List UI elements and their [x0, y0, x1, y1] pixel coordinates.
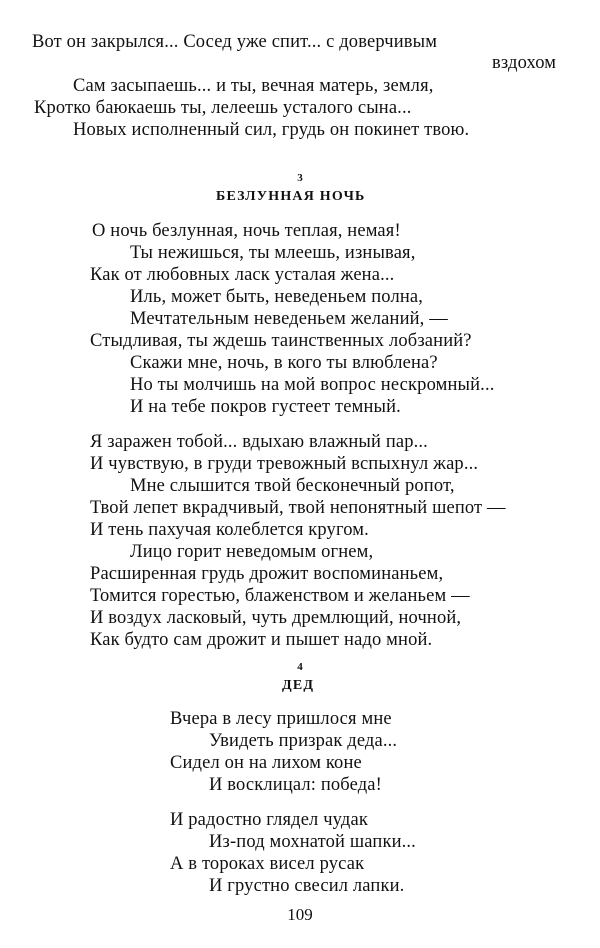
verse-line: Сам засыпаешь... и ты, вечная матерь, земля, [73, 76, 434, 96]
verse-line: Лицо горит неведомым огнем, [130, 542, 374, 562]
verse-line: Сидел он на лихом коне [170, 753, 362, 773]
verse-line: И радостно глядел чудак [170, 810, 368, 830]
verse-line: О ночь безлунная, ночь теплая, немая! [92, 221, 401, 241]
verse-line: Новых исполненный сил, грудь он покинет твою. [73, 120, 470, 140]
verse-line: Твой лепет вкрадчивый, твой непонятный шепот — [90, 498, 506, 518]
verse-line: Расширенная грудь дрожит воспоминаньем, [90, 564, 444, 584]
verse-line: Иль, может быть, неведеньем полна, [130, 287, 424, 307]
verse-line: Как будто сам дрожит и пышет надо мной. [90, 630, 433, 650]
verse-line: Ты нежишься, ты млеешь, изнывая, [130, 243, 416, 263]
poem-number: 4 [297, 661, 303, 673]
verse-line: Мне слышится твой бесконечный ропот, [130, 476, 455, 496]
verse-line: Скажи мне, ночь, в кого ты влюблена? [130, 353, 438, 373]
verse-line: И воздух ласковый, чуть дремлющий, ночной, [90, 608, 462, 628]
verse-line: Как от любовных ласк усталая жена... [90, 265, 395, 285]
verse-line: Увидеть призрак деда... [209, 731, 398, 751]
verse-line: Томится горестью, блаженством и желаньем — [90, 586, 470, 606]
verse-line: И тень пахучая колеблется кругом. [90, 520, 369, 540]
page-number: 109 [287, 905, 313, 924]
verse-line-continuation: вздохом [492, 53, 557, 73]
verse-line: И восклицал: победа! [209, 775, 382, 795]
verse-line: Мечтательным неведеньем желаний, — [130, 309, 448, 329]
verse-line: Но ты молчишь на мой вопрос нескромный... [130, 375, 495, 395]
poem-title: БЕЗЛУННАЯ НОЧЬ [216, 189, 366, 204]
poem-title: ДЕД [282, 678, 315, 693]
verse-line: А в тороках висел русак [170, 854, 365, 874]
poem-number: 3 [297, 172, 303, 184]
verse-line: Я заражен тобой... вдыхаю влажный пар... [90, 432, 428, 452]
verse-line: Стыдливая, ты ждешь таинственных лобзаний? [90, 331, 472, 351]
verse-line: Вот он закрылся... Сосед уже спит... с доверчивым [32, 32, 438, 52]
verse-line: Кротко баюкаешь ты, лелеешь усталого сына... [34, 98, 412, 118]
verse-line: Из-под мохнатой шапки... [209, 832, 416, 852]
verse-line: Вчера в лесу пришлося мне [170, 709, 392, 729]
verse-line: И грустно свесил лапки. [209, 876, 405, 896]
verse-line: И на тебе покров густеет темный. [130, 397, 401, 417]
verse-line: И чувствую, в груди тревожный вспыхнул жар... [90, 454, 479, 474]
